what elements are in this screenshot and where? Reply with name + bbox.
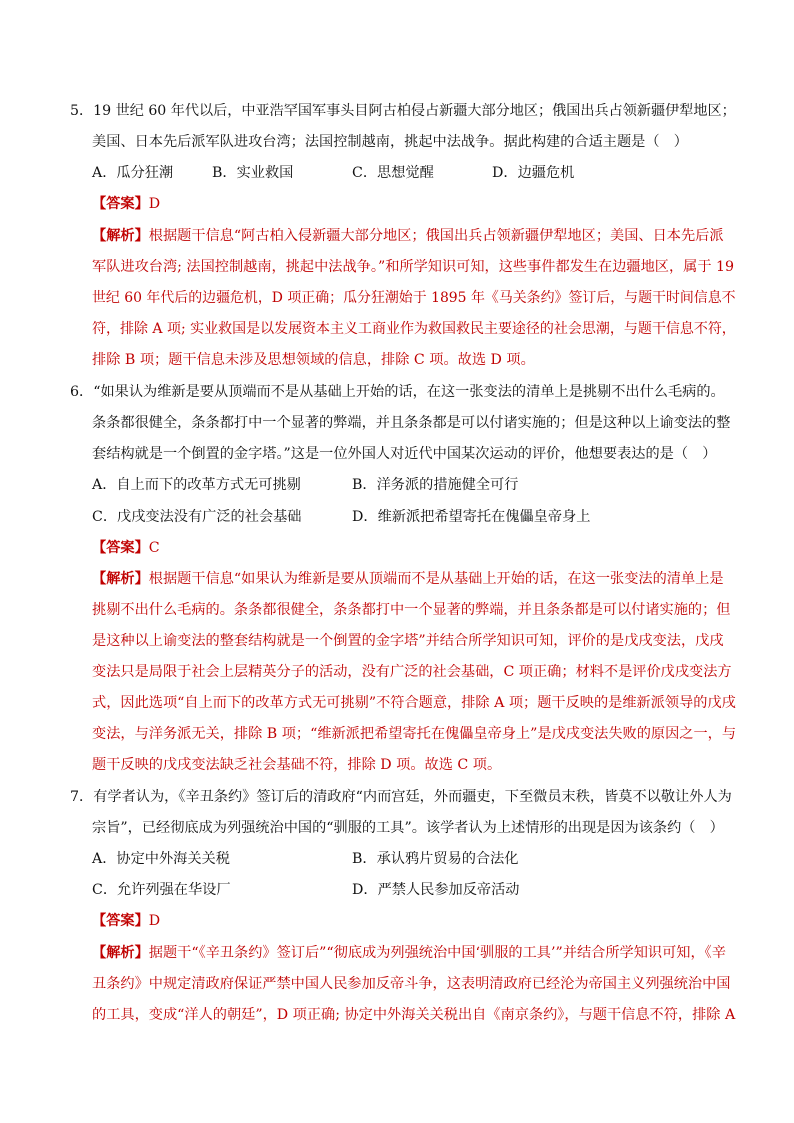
question-6-analysis-2: 挑剔不出什么毛病的。条条都很健全，条条都打中一个显著的弊端，并且条条都是可以付诸实施的；但 — [92, 602, 731, 618]
question-6-analysis-7: 题干反映的戊戌变法缺乏社会基础不符，排除 D 项。故选 C 项。 — [92, 757, 502, 773]
question-6-line-1 — [70, 382, 725, 402]
question-5-option-c: C．思想觉醒 — [352, 165, 434, 181]
question-7-answer — [92, 911, 160, 931]
question-5-stem-2: 美国、日本先后派军队进攻台湾；法国控制越南，挑起中法战争。据此构建的合适主题是（ ） — [92, 134, 688, 150]
analysis-tag: 【解析】 — [92, 571, 149, 587]
question-5-option-b: B．实业救国 — [212, 165, 294, 181]
question-5-answer — [92, 194, 160, 214]
analysis-text: 据题干“《辛丑条约》签订后”“彻底成为列强统治中国‘驯服的工具’”并结合所学知识可知，《辛 — [148, 945, 726, 961]
answer-value: D — [148, 196, 161, 212]
question-6-option-d: D．维新派把希望寄托在傀儡皇帝身上 — [352, 509, 591, 525]
question-5-analysis-2: 军队进攻台湾; 法国控制越南，挑起中法战争。”和所学知识可知，这些事件都发生在边疆地区，属于 19 — [92, 259, 735, 275]
question-5-option-a: A．瓜分狂潮 — [92, 165, 174, 181]
question-5-line-1 — [70, 101, 736, 121]
question-5-analysis-5: 排除 B 项；题干信息未涉及思想领域的信息，排除 C 项。故选 D 项。 — [92, 352, 535, 368]
question-6-stem-2: 条条都很健全，条条都打中一个显著的弊端，并且条条都是可以付诸实施的；但是这种以上谕变法的整 — [92, 415, 731, 431]
question-6-analysis-4: 变法只是局限于社会上层精英分子的活动，没有广泛的社会基础，C 项正确；材料不是评价戊戌变法方 — [92, 664, 732, 680]
answer-tag: 【答案】 — [92, 913, 149, 929]
question-6-analysis-5: 式，因此选项“自上而下的改革方式无可挑剔”不符合题意，排除 A 项；题干反映的是维新派领导的戊戌 — [92, 695, 736, 711]
question-6-answer — [92, 538, 160, 558]
question-6-analysis-6: 变法，与洋务派无关，排除 B 项；“维新派把希望寄托在傀儡皇帝身上”是戊戌变法失败的原因之一，与 — [92, 726, 737, 742]
question-5-number: 5． — [70, 103, 94, 119]
analysis-tag: 【解析】 — [92, 228, 149, 244]
question-7-number: 7． — [70, 789, 94, 805]
question-7-analysis-1 — [92, 943, 726, 963]
question-7-stem-2: 宗旨”，已经彻底成为列强统治中国的“驯服的工具”。该学者认为上述情形的出现是因为该条约（ ） — [92, 820, 724, 836]
question-5-analysis-3: 世纪 60 年代后的边疆危机，D 项正确；瓜分狂潮始于 1895 年《马关条约》签订后，与题干时间信息不 — [92, 290, 736, 306]
question-7-option-a: A．协定中外海关关税 — [92, 851, 230, 867]
answer-value: C — [148, 540, 160, 556]
question-7-analysis-2: 丑条约》中规定清政府保证严禁中国人民参加反帝斗争，这表明清政府已经沦为帝国主义列强统治中国 — [92, 976, 731, 992]
question-6-option-a: A．自上而下的改革方式无可挑剔 — [92, 477, 301, 493]
answer-tag: 【答案】 — [92, 540, 149, 556]
question-7-line-1 — [70, 787, 732, 807]
question-7-analysis-3: 的工具，变成“洋人的朝廷”，D 项正确; 协定中外海关关税出自《南京条约》，与题干信息不符，排除 A — [92, 1007, 736, 1023]
analysis-text: 根据题干信息“阿古柏入侵新疆大部分地区；俄国出兵占领新疆伊犁地区；美国、日本先后派 — [148, 228, 724, 244]
question-6-number: 6． — [70, 384, 94, 400]
analysis-tag: 【解析】 — [92, 945, 149, 961]
question-7-stem-1: 有学者认为，《辛丑条约》签订后的清政府“内而宫廷，外而疆吏，下至微员末秩，皆莫不以敬让外人为 — [93, 789, 732, 805]
question-7-option-b: B．承认鸦片贸易的合法化 — [352, 851, 519, 867]
question-5-stem-1: 19 世纪 60 年代以后，中亚浩罕国军事头目阿古柏侵占新疆大部分地区；俄国出兵占领新疆伊犁地区； — [93, 103, 736, 119]
analysis-text: 根据题干信息“如果认为维新是要从顶端而不是从基础上开始的话，在这一张变法的清单上是 — [148, 571, 724, 587]
question-6-stem-1: “如果认为维新是要从顶端而不是从基础上开始的话，在这一张变法的清单上是挑剔不出什么毛病的。 — [93, 384, 725, 400]
question-6-analysis-3: 是这种以上谕变法的整套结构就是一个倒置的金字塔”并结合所学知识可知，评价的是戊戌变法，戊戌 — [92, 633, 724, 649]
question-6-option-b: B．洋务派的措施健全可行 — [352, 477, 519, 493]
question-6-stem-3: 套结构就是一个倒置的金字塔。”这是一位外国人对近代中国某次运动的评价，他想要表达的是（ ） — [92, 446, 717, 462]
question-7-option-d: D．严禁人民参加反帝活动 — [352, 882, 520, 898]
question-6-option-c: C．戊戌变法没有广泛的社会基础 — [92, 509, 302, 525]
question-6-analysis-1 — [92, 569, 724, 589]
answer-value: D — [148, 913, 161, 929]
question-7-option-c: C．允许列强在华设厂 — [92, 882, 231, 898]
answer-tag: 【答案】 — [92, 196, 149, 212]
question-5-analysis-1 — [92, 226, 724, 246]
question-5-option-d: D．边疆危机 — [492, 165, 575, 181]
question-5-analysis-4: 符，排除 A 项; 实业救国是以发展资本主义工商业作为救国救民主要途径的社会思潮，与题干信息不符， — [92, 321, 736, 337]
